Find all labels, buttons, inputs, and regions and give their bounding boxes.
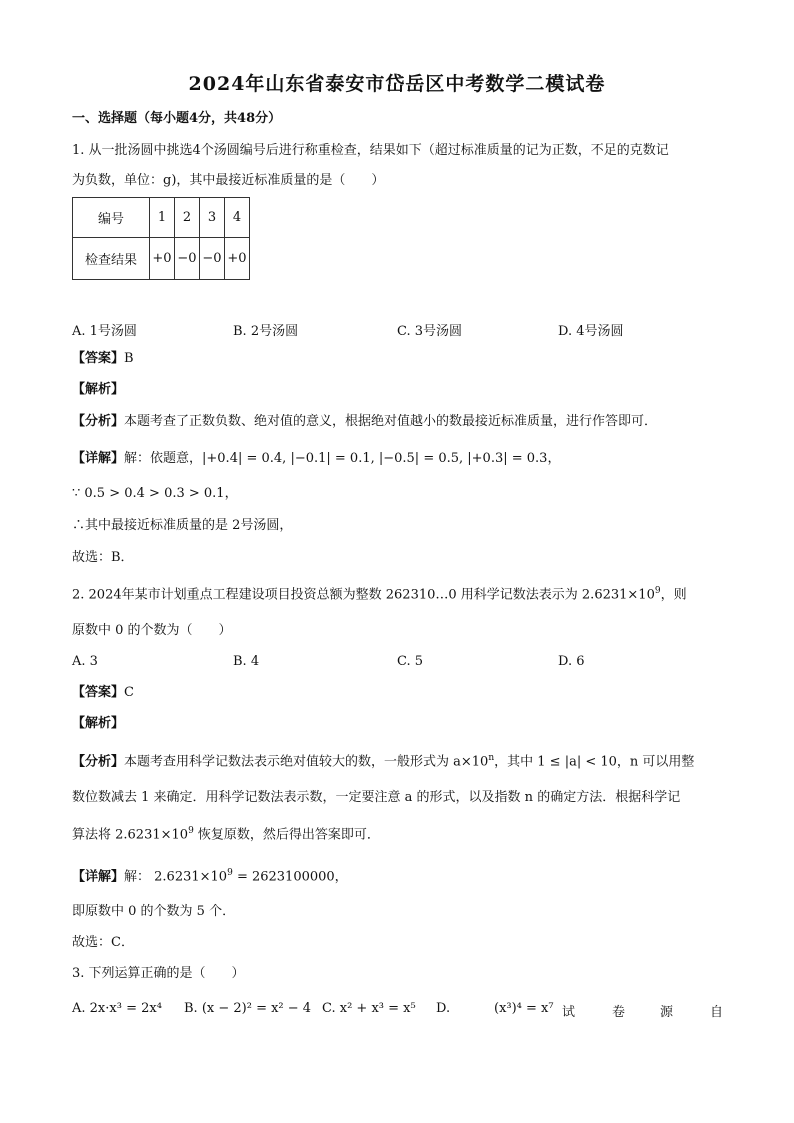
q1-therefore: ∴其中最接近标准质量的是 2号汤圆， xyxy=(72,518,293,533)
q2-fenxi-line3 xyxy=(72,826,380,843)
xiangjie-tag: 【详解】 xyxy=(72,451,125,466)
q2-result: 即原数中 0 的个数为 5 个． xyxy=(72,904,236,919)
section-heading: 一、选择题（每小题4分，共48分） xyxy=(72,111,282,126)
q2-option-d: D. 6 xyxy=(558,654,585,669)
q1-stem-line2: 为负数，单位：g)，其中最接近标准质量的是（ ） xyxy=(72,173,385,188)
table-header-cell: 4 xyxy=(225,198,250,238)
xiangjie-tag: 【详解】 xyxy=(72,869,125,885)
q1-choose: 故选：B． xyxy=(72,550,134,565)
page-title: 2024年山东省泰安市岱岳区中考数学二模试卷 xyxy=(188,73,606,95)
q1-weight-table xyxy=(72,197,250,280)
fenxi-text-tail: 恢复原数，然后得出答案即可． xyxy=(193,827,380,843)
exponent: n xyxy=(488,753,495,763)
q1-option-d: D. 4号汤圆 xyxy=(558,324,624,339)
trail-char: 试 xyxy=(562,1005,576,1020)
q2-fenxi-line2: 数位数减去 1 来确定．用科学记数法表示数，一定要注意 a 的形式，以及指数 n 的确定方法．根据科学记 xyxy=(72,790,681,805)
table-header-cell: 2 xyxy=(175,198,200,238)
xiangjie-text: 解： 2.6231×10 xyxy=(124,869,228,885)
table-cell: −0 xyxy=(175,238,200,280)
fenxi-text: 本题考查了正数负数、绝对值的意义，根据绝对值越小的数最接近标准质量，进行作答即可． xyxy=(124,414,658,429)
answer-tag: 【答案】 xyxy=(72,351,125,366)
table-header-cell: 3 xyxy=(200,198,225,238)
q1-option-a: A. 1号汤圆 xyxy=(72,324,137,339)
table-header-cell: 编号 xyxy=(73,198,150,238)
fenxi-tag: 【分析】 xyxy=(72,754,125,770)
q2-stem-tail: ，则 xyxy=(660,587,687,603)
q1-stem-line1: 1. 从一批汤圆中挑选4个汤圆编号后进行称重检查，结果如下（超过标准质量的记为正数，不足的克数记 xyxy=(72,143,669,158)
trail-char: 自 xyxy=(710,1005,724,1020)
q3-option-d-label: D. xyxy=(436,1001,451,1016)
q2-stem-line1 xyxy=(72,586,687,603)
q3-stem: 3. 下列运算正确的是（ ） xyxy=(72,966,245,981)
fenxi-tag: 【分析】 xyxy=(72,414,125,429)
q3-option-c: C. x² + x³ = x⁵ xyxy=(322,1001,416,1016)
fenxi-text-tail: ，其中 1 ≤ |a| < 10，n 可以用整 xyxy=(494,754,695,770)
q3-option-b: B. (x − 2)² = x² − 4 xyxy=(184,1001,312,1016)
q1-xiangjie xyxy=(72,451,560,467)
q2-option-b: B. 4 xyxy=(233,654,260,669)
table-cell: 检查结果 xyxy=(73,238,150,280)
answer-value: C xyxy=(124,685,134,700)
q2-fenxi-line1 xyxy=(72,753,694,770)
q2-option-c: C. 5 xyxy=(397,654,424,669)
table-header-cell: 1 xyxy=(150,198,175,238)
fenxi-text: 算法将 2.6231×10 xyxy=(72,827,189,843)
q2-xiangjie xyxy=(72,868,348,885)
q1-answer xyxy=(72,351,134,367)
table-row xyxy=(73,198,250,238)
q2-option-a: A. 3 xyxy=(72,654,98,669)
q1-analysis-tag: 【解析】 xyxy=(72,382,125,397)
q2-stem-text: 2. 2024年某市计划重点工程建设项目投资总额为整数 262310…0 用科学记数法表示为 2.6231×10 xyxy=(72,587,655,603)
q2-stem-line2: 原数中 0 的个数为（ ） xyxy=(72,623,232,638)
q2-choose: 故选：C． xyxy=(72,935,134,950)
fenxi-text: 本题考查用科学记数法表示绝对值较大的数，一般形式为 a×10 xyxy=(124,754,489,770)
exponent: 9 xyxy=(227,868,233,878)
trail-char: 源 xyxy=(660,1005,674,1020)
xiangjie-text-tail: = 2623100000， xyxy=(232,869,348,885)
q2-analysis-tag: 【解析】 xyxy=(72,716,125,731)
table-row xyxy=(73,238,250,280)
table-cell: +0 xyxy=(225,238,250,280)
q1-option-b: B. 2号汤圆 xyxy=(233,324,299,339)
exponent: 9 xyxy=(654,586,661,596)
q1-because: ∵ 0.5 > 0.4 > 0.3 > 0.1， xyxy=(72,486,238,501)
answer-value: B xyxy=(124,351,134,366)
table-cell: −0 xyxy=(200,238,225,280)
q1-option-c: C. 3号汤圆 xyxy=(397,324,463,339)
q1-fenxi xyxy=(72,414,657,430)
trail-char: 卷 xyxy=(612,1005,626,1020)
answer-tag: 【答案】 xyxy=(72,685,125,700)
exponent: 9 xyxy=(188,826,194,836)
q2-answer xyxy=(72,685,134,701)
q3-option-d-expr: (x³)⁴ = x⁷ xyxy=(494,1001,554,1016)
table-cell: +0 xyxy=(150,238,175,280)
q3-option-a: A. 2x·x³ = 2x⁴ xyxy=(72,1001,162,1016)
xiangjie-text: 解：依题意，|+0.4| = 0.4, |−0.1| = 0.1, |−0.5| = 0.5, |+0.3| = 0.3， xyxy=(124,451,561,466)
